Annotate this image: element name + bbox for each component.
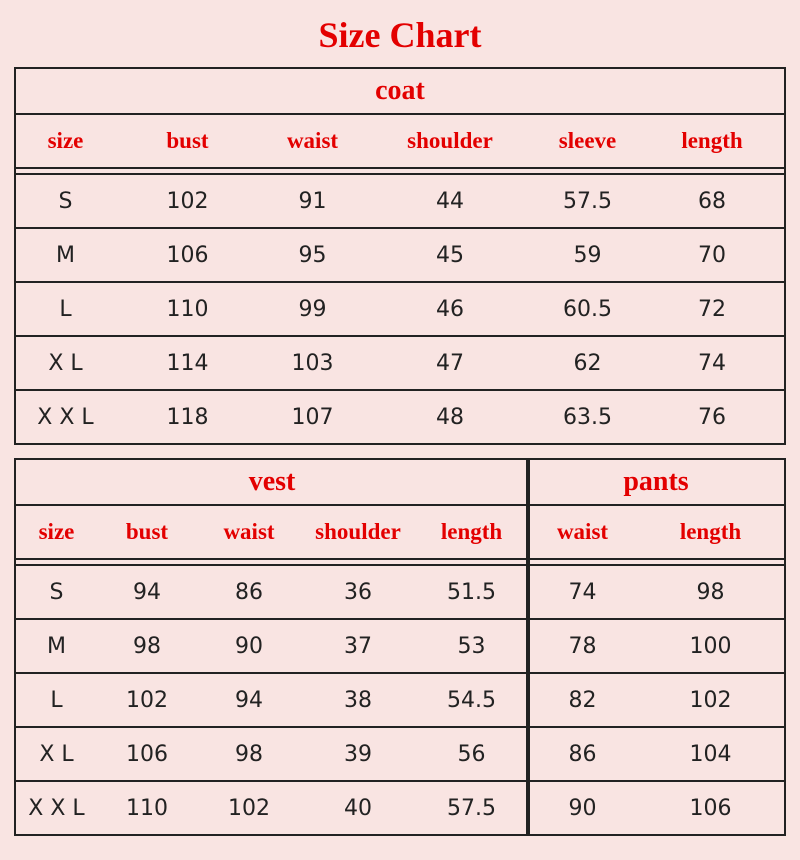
vest-header-waist: waist bbox=[197, 505, 301, 559]
sleeve-cell: 57.5 bbox=[535, 174, 640, 228]
waist-cell: 82 bbox=[527, 673, 637, 727]
shoulder-cell: 44 bbox=[365, 174, 535, 228]
coat-header-length: length bbox=[640, 114, 785, 168]
pants-header-length: length bbox=[637, 505, 785, 559]
waist-cell: 86 bbox=[527, 727, 637, 781]
waist-cell: 107 bbox=[260, 390, 365, 444]
coat-section-title: coat bbox=[15, 68, 785, 114]
table-row bbox=[527, 619, 785, 673]
length-cell: 57.5 bbox=[415, 781, 529, 835]
vest-header-length: length bbox=[415, 505, 529, 559]
length-cell: 56 bbox=[415, 727, 529, 781]
table-row bbox=[527, 781, 785, 835]
table-row bbox=[527, 673, 785, 727]
shoulder-cell: 37 bbox=[301, 619, 415, 673]
size-cell: S bbox=[15, 565, 97, 619]
vest-header-size: size bbox=[15, 505, 97, 559]
waist-cell: 94 bbox=[197, 673, 301, 727]
length-cell: 104 bbox=[637, 727, 785, 781]
waist-cell: 74 bbox=[527, 565, 637, 619]
size-cell: M bbox=[15, 619, 97, 673]
coat-header-size: size bbox=[15, 114, 115, 168]
vest-header-shoulder: shoulder bbox=[301, 505, 415, 559]
length-cell: 72 bbox=[640, 282, 785, 336]
coat-header-row bbox=[15, 114, 785, 168]
page-title: Size Chart bbox=[318, 15, 482, 55]
waist-cell: 102 bbox=[197, 781, 301, 835]
sleeve-cell: 63.5 bbox=[535, 390, 640, 444]
table-row bbox=[15, 174, 785, 228]
shoulder-cell: 48 bbox=[365, 390, 535, 444]
bust-cell: 106 bbox=[97, 727, 197, 781]
shoulder-cell: 38 bbox=[301, 673, 415, 727]
bust-cell: 102 bbox=[97, 673, 197, 727]
sleeve-cell: 59 bbox=[535, 228, 640, 282]
length-cell: 76 bbox=[640, 390, 785, 444]
coat-header-shoulder: shoulder bbox=[365, 114, 535, 168]
coat-header-waist: waist bbox=[260, 114, 365, 168]
bust-cell: 102 bbox=[115, 174, 260, 228]
length-cell: 51.5 bbox=[415, 565, 529, 619]
sleeve-cell: 60.5 bbox=[535, 282, 640, 336]
waist-cell: 99 bbox=[260, 282, 365, 336]
length-cell: 100 bbox=[637, 619, 785, 673]
waist-cell: 90 bbox=[527, 781, 637, 835]
waist-cell: 95 bbox=[260, 228, 365, 282]
coat-header-bust: bust bbox=[115, 114, 260, 168]
shoulder-cell: 40 bbox=[301, 781, 415, 835]
length-cell: 68 bbox=[640, 174, 785, 228]
length-cell: 54.5 bbox=[415, 673, 529, 727]
table-row bbox=[15, 336, 785, 390]
size-cell: L bbox=[15, 673, 97, 727]
table-row bbox=[15, 565, 529, 619]
vest-header-bust: bust bbox=[97, 505, 197, 559]
sleeve-cell: 62 bbox=[535, 336, 640, 390]
bust-cell: 118 bbox=[115, 390, 260, 444]
waist-cell: 98 bbox=[197, 727, 301, 781]
shoulder-cell: 47 bbox=[365, 336, 535, 390]
shoulder-cell: 39 bbox=[301, 727, 415, 781]
vest-section-title: vest bbox=[15, 459, 529, 505]
bust-cell: 114 bbox=[115, 336, 260, 390]
coat-header-sleeve: sleeve bbox=[535, 114, 640, 168]
waist-cell: 91 bbox=[260, 174, 365, 228]
size-cell: M bbox=[15, 228, 115, 282]
length-cell: 74 bbox=[640, 336, 785, 390]
length-cell: 53 bbox=[415, 619, 529, 673]
coat-size-table bbox=[14, 67, 786, 445]
length-cell: 70 bbox=[640, 228, 785, 282]
size-cell: X X L bbox=[15, 781, 97, 835]
length-cell: 106 bbox=[637, 781, 785, 835]
shoulder-cell: 36 bbox=[301, 565, 415, 619]
vest-header-row bbox=[15, 505, 529, 559]
length-cell: 98 bbox=[637, 565, 785, 619]
table-row bbox=[15, 781, 529, 835]
table-row bbox=[15, 619, 529, 673]
size-cell: L bbox=[15, 282, 115, 336]
table-row bbox=[527, 565, 785, 619]
bust-cell: 110 bbox=[115, 282, 260, 336]
size-cell: X L bbox=[15, 336, 115, 390]
pants-section-title: pants bbox=[527, 459, 785, 505]
bust-cell: 98 bbox=[97, 619, 197, 673]
table-row bbox=[527, 727, 785, 781]
waist-cell: 86 bbox=[197, 565, 301, 619]
table-row bbox=[15, 727, 529, 781]
shoulder-cell: 45 bbox=[365, 228, 535, 282]
size-cell: S bbox=[15, 174, 115, 228]
waist-cell: 78 bbox=[527, 619, 637, 673]
table-row bbox=[15, 282, 785, 336]
waist-cell: 90 bbox=[197, 619, 301, 673]
length-cell: 102 bbox=[637, 673, 785, 727]
size-cell: X L bbox=[15, 727, 97, 781]
vest-size-table bbox=[14, 458, 530, 836]
shoulder-cell: 46 bbox=[365, 282, 535, 336]
pants-header-row bbox=[527, 505, 785, 559]
table-row bbox=[15, 228, 785, 282]
table-row bbox=[15, 673, 529, 727]
pants-size-table bbox=[526, 458, 786, 836]
pants-header-waist: waist bbox=[527, 505, 637, 559]
bust-cell: 106 bbox=[115, 228, 260, 282]
bust-cell: 94 bbox=[97, 565, 197, 619]
waist-cell: 103 bbox=[260, 336, 365, 390]
table-row bbox=[15, 390, 785, 444]
size-cell: X X L bbox=[15, 390, 115, 444]
bust-cell: 110 bbox=[97, 781, 197, 835]
